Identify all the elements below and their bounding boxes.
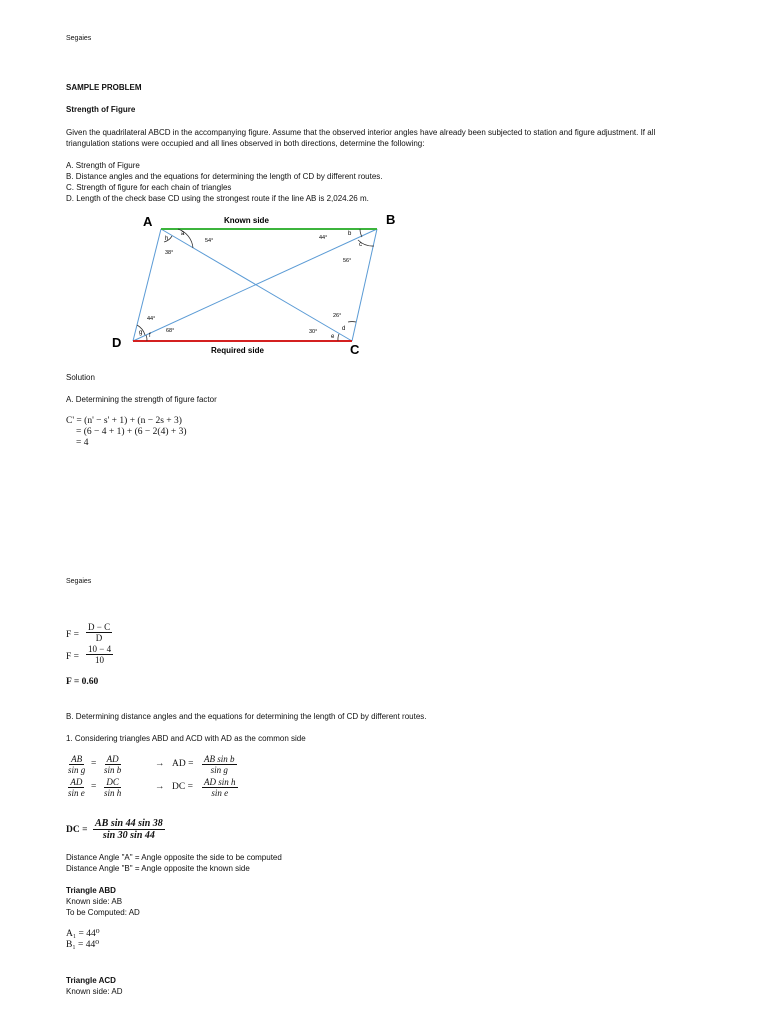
eq2-result-den: sin e [211,788,229,798]
f-eq2-lhs: F = [66,652,80,662]
triangle-abd-b1: B₁ = 44⁰ [66,940,100,950]
c-equation-line-3: = 4 [76,438,89,448]
angle-value-a: 54° [205,238,214,244]
angle-letter-f: f [149,333,151,339]
triangle-abd-known: Known side: AB [66,897,123,906]
page-header-2: Segaies [66,578,92,585]
eq1-result-lhs: AD = [172,759,194,769]
f-eq2-fraction [86,644,113,665]
required-side-label: Required side [211,346,264,355]
known-side-label: Known side [224,216,269,225]
eq2-right-den: sin h [104,788,122,798]
vertex-c: C [350,342,360,357]
triangle-abd-compute: To be Computed: AD [66,908,140,917]
angle-value-b: 44° [319,235,328,241]
eq2-result-num: AD sin h [204,777,236,787]
eq1-left-den: sin g [68,765,86,775]
eq2-right-fraction [102,777,123,798]
angle-value-f: 44° [147,316,156,322]
vertex-b: B [386,212,396,227]
eq2-right-num: DC [106,777,119,787]
eq1-left-num: AB [71,754,83,764]
quadrilateral-figure [100,205,410,360]
dc-eq-lhs: DC = [66,825,88,835]
part-b-heading: B. Determining distance angles and the equations for determining the length of CD by different routes. [66,712,427,721]
dc-eq-fraction [93,818,165,841]
eq1-right-fraction [102,754,123,775]
eq1-left-fraction [66,754,87,775]
side-ad [133,229,161,341]
angle-letter-g: g [139,330,143,336]
eq1-equals: = [91,759,97,769]
eq2-result-lhs: DC = [172,782,193,792]
triangle-abd-title: Triangle ABD [66,886,116,895]
f-result: F = 0.60 [66,677,99,687]
angle-value-g: 68° [166,328,175,334]
task-c: C. Strength of figure for each chain of triangles [66,183,232,192]
eq1-right-num: AD [106,754,119,764]
f-eq1-den: D [95,633,103,643]
angle-letter-d: d [342,326,346,332]
triangle-acd-title: Triangle ACD [66,976,116,985]
f-eq1-fraction [86,622,112,643]
c-equation-line-1: C' = (n' − s' + 1) + (n − 2s + 3) [66,416,182,426]
arc-angle-e [338,334,339,341]
arc-angle-b [360,229,362,237]
task-d: D. Length of the check base CD using the strongest route if the line AB is 2,024.26 m. [66,194,369,203]
dc-eq-den: sin 30 sin 44 [102,830,155,841]
subheading-strength: Strength of Figure [66,105,136,114]
f-eq2-den: 10 [95,655,105,665]
f-eq1-lhs: F = [66,630,80,640]
eq1-result-den: sin g [210,765,228,775]
eq2-equals: = [91,782,97,792]
heading-sample-problem: SAMPLE PROBLEM [66,83,142,92]
dc-eq-num: AB sin 44 sin 38 [95,818,163,829]
eq2-left-den: sin e [68,788,85,798]
vertex-a: A [143,214,153,229]
eq1-arrow: → [155,759,165,769]
eq2-result-fraction [202,777,238,798]
page-header: Segaies [66,35,92,42]
eq1-result-num: AB sin b [204,754,235,764]
angle-letter-e: e [331,334,335,340]
triangle-acd-known: Known side: AD [66,987,123,996]
eq1-right-den: sin b [104,765,122,775]
eq1-result-fraction [202,754,237,775]
angle-value-h: 38° [165,250,174,256]
angle-letter-h: h [165,236,169,242]
eq2-arrow: → [155,782,165,792]
def-distance-angle-a: Distance Angle "A" = Angle opposite the side to be computed [66,853,282,862]
c-equation-line-2: = (6 − 4 + 1) + (6 − 2(4) + 3) [76,427,187,437]
triangle-abd-a1: A₁ = 44⁰ [66,929,100,939]
eq2-left-fraction [66,777,87,798]
angle-letter-b: b [348,231,352,237]
angle-letter-c: c [359,242,362,248]
diagonal-bd [133,229,377,341]
angle-value-e: 30° [309,329,318,335]
f-eq1-num: D − C [88,622,111,632]
part-a-heading: A. Determining the strength of figure factor [66,395,217,404]
vertex-d: D [112,335,122,350]
diagonal-ac [161,229,352,341]
f-eq2-num: 10 − 4 [88,644,112,654]
task-a: A. Strength of Figure [66,161,140,170]
angle-value-c: 56° [343,258,352,264]
angle-value-d: 26° [333,313,342,319]
solution-label: Solution [66,373,95,382]
intro-paragraph: Given the quadrilateral ABCD in the accompanying figure. Assume that the observed interior angles have already been subjected to station and figure adjustment. If all triangulation stations were occupied and all lines observed in both directions, determine the following: [66,128,656,148]
angle-letter-a: a [181,231,185,237]
task-b: B. Distance angles and the equations for determining the length of CD by different routes. [66,172,383,181]
eq2-left-num: AD [70,777,83,787]
case-1-heading: 1. Considering triangles ABD and ACD with AD as the common side [66,734,306,743]
def-distance-angle-b: Distance Angle "B" = Angle opposite the known side [66,864,250,873]
